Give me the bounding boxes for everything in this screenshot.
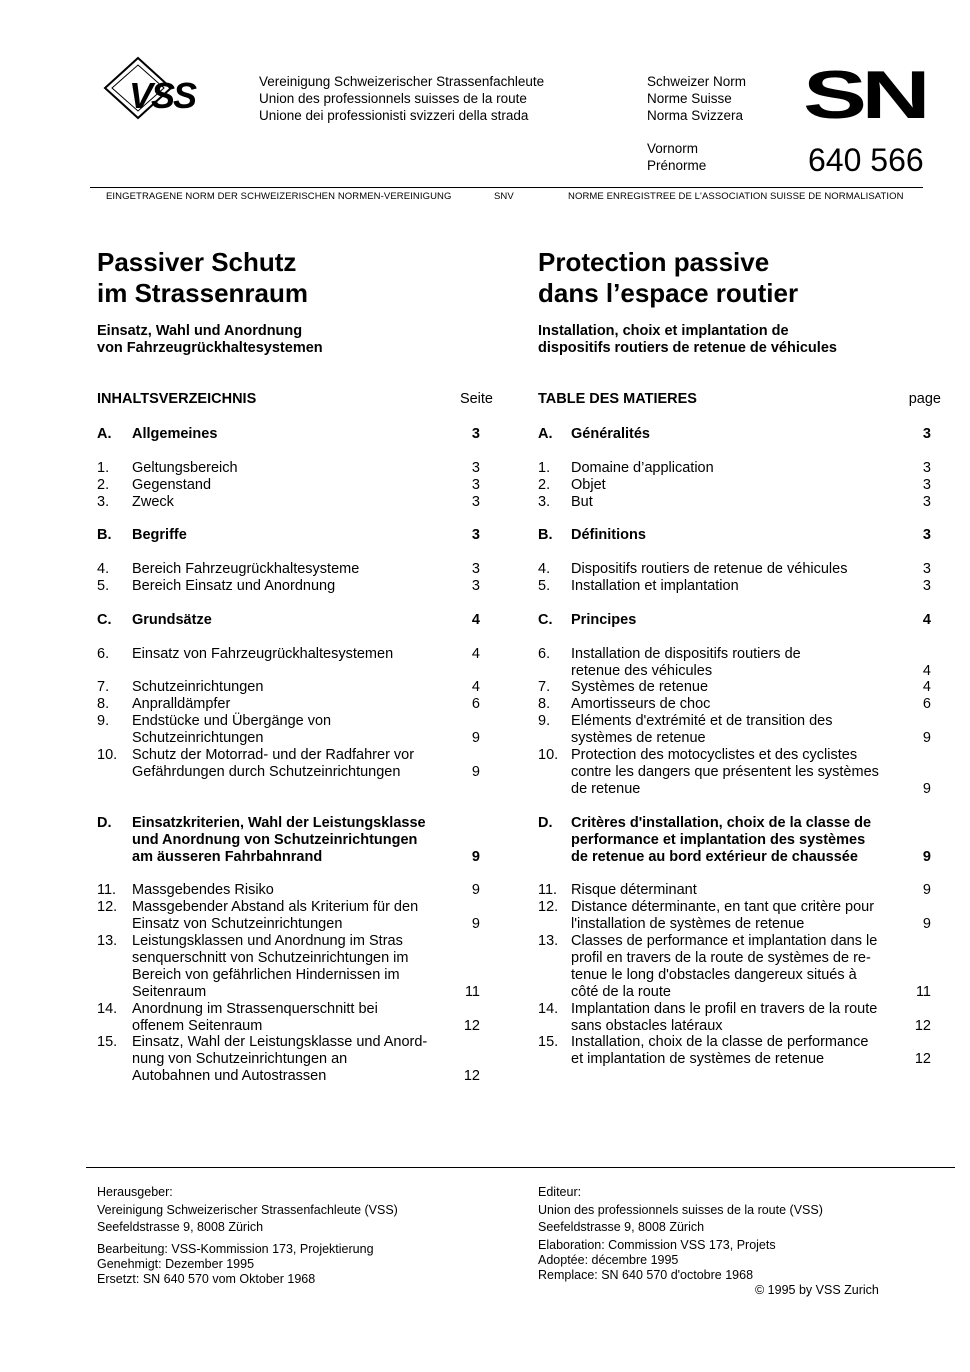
toc-text: Installation de dispositifs routiers de retenue des véhicules <box>571 646 801 679</box>
footer-fr-address: Seefeldstrasse 9, 8008 Zürich <box>538 1220 705 1234</box>
toc-text: Protection des motocyclistes et des cyclistes contre les dangers que présentent les systèmes de retenue <box>571 747 879 797</box>
toc-page-number: 9 <box>922 730 931 746</box>
toc-number: 3. <box>538 494 551 510</box>
toc-number: C. <box>538 612 553 628</box>
toc-text: Objet <box>571 477 606 493</box>
footer-de-replaces: Ersetzt: SN 640 570 vom Oktober 1968 <box>97 1272 316 1286</box>
footer-fr <box>538 1184 823 1284</box>
registered-fr: NORME ENREGISTREE DE L'ASSOCIATION SUISSE DE NORMALISATION <box>568 191 904 202</box>
toc-text: Bereich Einsatz und Anordnung <box>132 578 336 594</box>
toc-text: Leistungsklassen und Anordnung im Stras senquerschnitt von Schutzeinrichtungen im Bereich von gefährlichen Hindernissen im Seitenraum <box>132 933 409 1000</box>
toc-text: Dispositifs routiers de retenue de véhicules <box>571 561 848 577</box>
footer-de-publisher-label: Herausgeber: <box>97 1185 173 1199</box>
toc-page-number: 3 <box>471 426 480 442</box>
toc-text: Einsatz von Fahrzeugrückhaltesystemen <box>132 646 394 662</box>
toc-text: Définitions <box>571 527 646 543</box>
toc-text: Généralités <box>571 426 650 442</box>
toc-text: Gegenstand <box>132 477 212 493</box>
toc-text: Domaine d’application <box>571 460 714 476</box>
toc-text: Systèmes de retenue <box>571 679 709 695</box>
toc-page-number: 9 <box>471 916 480 932</box>
toc-number: 13. <box>538 933 559 949</box>
toc-number: D. <box>97 815 112 831</box>
toc-page-number: 4 <box>471 612 480 628</box>
toc-text: Classes de performance et implantation dans le profil en travers de la route de systèmes de re- tenue le long d'obstacles dangereux situés à côté de la route <box>571 933 878 1000</box>
toc-number: 14. <box>538 1001 559 1017</box>
toc-page-number: 3 <box>471 477 480 493</box>
vss-logo-text: VSS <box>129 75 196 116</box>
toc-text: Eléments d'extrémité et de transition des systèmes de retenue <box>571 713 833 746</box>
toc-page-number: 4 <box>471 679 480 695</box>
norm-de: Schweizer Norm <box>647 74 747 89</box>
sn-logo-text: SN <box>803 66 925 120</box>
toc-number: B. <box>97 527 112 543</box>
footer-fr-approved: Adoptée: décembre 1995 <box>538 1253 679 1267</box>
toc-page-label-de: Seite <box>459 391 493 407</box>
toc-number: 15. <box>538 1034 559 1050</box>
title-de-line1: Passiver Schutz <box>97 247 297 277</box>
toc-number: 1. <box>97 460 110 476</box>
toc-number: 9. <box>97 713 110 729</box>
toc-page-number: 9 <box>471 764 480 780</box>
toc-page-number: 4 <box>471 646 480 662</box>
toc-number: B. <box>538 527 553 543</box>
association-de: Vereinigung Schweizerischer Strassenfachleute <box>259 74 545 89</box>
toc-text: Einsatzkriterien, Wahl der Leistungsklasse und Anordnung von Schutzeinrichtungen am äusseren Fahrbahnrand <box>132 815 426 865</box>
toc-text: Zweck <box>132 494 174 510</box>
association-fr: Union des professionnels suisses de la route <box>259 91 527 106</box>
toc-page-number: 12 <box>914 1018 931 1034</box>
toc-number: 1. <box>538 460 551 476</box>
toc-page-number: 3 <box>471 561 480 577</box>
toc-page-number: 3 <box>922 460 931 476</box>
association-it: Unione dei professionisti svizzeri della strada <box>259 108 529 123</box>
toc-number: 5. <box>538 578 551 594</box>
toc-text: Grundsätze <box>132 612 212 628</box>
toc-text: Geltungsbereich <box>132 460 238 476</box>
toc-text: Anpralldämpfer <box>132 696 231 712</box>
toc-page-number: 4 <box>922 663 931 679</box>
toc-number: 11. <box>538 882 558 898</box>
subtitle-de-line2: von Fahrzeugrückhaltesystemen <box>97 340 323 356</box>
toc-text: Endstücke und Übergänge von Schutzeinrichtungen <box>132 713 332 746</box>
title-fr-line2: dans l’espace routier <box>538 278 799 308</box>
footer-fr-publisher-label: Editeur: <box>538 1185 582 1199</box>
toc-text: Distance déterminante, en tant que critère pour l'installation de systèmes de retenue <box>571 899 875 932</box>
footer-de <box>97 1184 398 1288</box>
toc-page-number: 6 <box>922 696 931 712</box>
toc-page-number: 3 <box>922 494 931 510</box>
snv-label: SNV <box>494 191 514 202</box>
toc-number: 7. <box>538 679 551 695</box>
toc-page-number: 3 <box>471 527 480 543</box>
toc-page-number: 9 <box>922 781 931 797</box>
toc-page-number: 9 <box>922 882 931 898</box>
toc-page-number: 9 <box>471 849 480 865</box>
toc-page-number: 6 <box>471 696 480 712</box>
toc-heading-fr: TABLE DES MATIERES <box>538 391 697 407</box>
toc-number: 5. <box>97 578 110 594</box>
toc-page-number: 11 <box>915 984 931 1000</box>
toc-page-number: 3 <box>922 578 931 594</box>
toc-list-de <box>97 0 497 1100</box>
toc-number: 4. <box>538 561 551 577</box>
toc-page-number: 12 <box>914 1051 931 1067</box>
toc-number: 11. <box>97 882 117 898</box>
toc-number: 3. <box>97 494 110 510</box>
toc-page-number: 4 <box>922 612 931 628</box>
toc-number: 13. <box>97 933 118 949</box>
toc-text: Critères d'installation, choix de la classe de performance et implantation des systèmes de retenue au bord extérieur de chaussée <box>571 815 872 865</box>
toc-page-number: 9 <box>471 730 480 746</box>
toc-number: D. <box>538 815 553 831</box>
toc-page-number: 9 <box>471 882 480 898</box>
toc-list-fr <box>538 0 938 1100</box>
footer-fr-editing: Elaboration: Commission VSS 173, Projets <box>538 1238 776 1252</box>
toc-page-number: 3 <box>471 578 480 594</box>
status-fr: Prénorme <box>647 158 707 173</box>
toc-number: 8. <box>97 696 110 712</box>
toc-page-number: 9 <box>922 849 931 865</box>
copyright: © 1995 by VSS Zurich <box>755 1283 879 1297</box>
toc-page-number: 11 <box>464 984 480 1000</box>
footer-de-approved: Genehmigt: Dezember 1995 <box>97 1257 255 1271</box>
subtitle-de-line1: Einsatz, Wahl und Anordnung <box>97 323 303 339</box>
toc-text: Massgebender Abstand als Kriterium für den Einsatz von Schutzeinrichtungen <box>132 899 419 932</box>
toc-number: 2. <box>97 477 110 493</box>
toc-text: Anordnung im Strassenquerschnitt bei offenem Seitenraum <box>132 1001 378 1034</box>
toc-number: A. <box>538 426 553 442</box>
subtitle-fr-line2: dispositifs routiers de retenue de véhicules <box>538 340 837 356</box>
toc-text: Bereich Fahrzeugrückhaltesysteme <box>132 561 360 577</box>
toc-text: Allgemeines <box>132 426 218 442</box>
toc-page-number: 3 <box>922 561 931 577</box>
toc-number: 12. <box>538 899 559 915</box>
toc-number: 10. <box>538 747 559 763</box>
toc-number: 15. <box>97 1034 118 1050</box>
footer-de-address: Seefeldstrasse 9, 8008 Zürich <box>97 1220 264 1234</box>
toc-text: Installation, choix de la classe de performance et implantation de systèmes de retenue <box>571 1034 869 1067</box>
toc-page-number: 3 <box>471 460 480 476</box>
footer-rule <box>86 1167 955 1168</box>
toc-text: But <box>571 494 593 510</box>
title-de-line2: im Strassenraum <box>97 278 308 308</box>
norm-it: Norma Svizzera <box>647 108 744 123</box>
subtitle-fr-line1: Installation, choix et implantation de <box>538 323 789 339</box>
toc-text: Principes <box>571 612 637 628</box>
toc-heading-de: INHALTSVERZEICHNIS <box>97 391 257 407</box>
registered-de: EINGETRAGENE NORM DER SCHWEIZERISCHEN NORMEN-VEREINIGUNG <box>106 191 452 202</box>
toc-number: 6. <box>97 646 110 662</box>
footer-fr-publisher-name: Union des professionnels suisses de la route (VSS) <box>538 1203 823 1217</box>
toc-page-number: 12 <box>463 1068 480 1084</box>
footer-de-publisher-name: Vereinigung Schweizerischer Strassenfachleute (VSS) <box>97 1203 398 1217</box>
toc-page-number: 3 <box>922 426 931 442</box>
toc-text: Implantation dans le profil en travers de la route sans obstacles latéraux <box>571 1001 878 1034</box>
toc-page-number: 4 <box>922 679 931 695</box>
status-de: Vornorm <box>647 141 699 156</box>
toc-number: 6. <box>538 646 551 662</box>
toc-number: 12. <box>97 899 118 915</box>
footer-fr-replaces: Remplace: SN 640 570 d'octobre 1968 <box>538 1268 754 1282</box>
toc-text: Begriffe <box>132 527 187 543</box>
footer-de-editing: Bearbeitung: VSS-Kommission 173, Projektierung <box>97 1242 374 1256</box>
toc-number: 10. <box>97 747 118 763</box>
toc-number: 4. <box>97 561 110 577</box>
toc-text: Schutz der Motorrad- und der Radfahrer vor Gefährdungen durch Schutzeinrichtungen <box>132 747 415 780</box>
toc-page-number: 3 <box>922 527 931 543</box>
norm-number: 640 566 <box>808 142 924 178</box>
toc-text: Schutzeinrichtungen <box>132 679 264 695</box>
toc-text: Massgebendes Risiko <box>132 882 274 898</box>
toc-text: Amortisseurs de choc <box>571 696 711 712</box>
toc-number: A. <box>97 426 112 442</box>
toc-number: C. <box>97 612 112 628</box>
toc-number: 9. <box>538 713 551 729</box>
toc-number: 8. <box>538 696 551 712</box>
toc-number: 7. <box>97 679 110 695</box>
toc-text: Einsatz, Wahl der Leistungsklasse und Anord- nung von Schutzeinrichtungen an Autobahnen und Autostrassen <box>132 1034 428 1084</box>
title-fr-line1: Protection passive <box>538 247 770 277</box>
toc-text: Risque déterminant <box>571 882 697 898</box>
toc-page-number: 12 <box>463 1018 480 1034</box>
norm-fr: Norme Suisse <box>647 91 732 106</box>
toc-page-number: 3 <box>922 477 931 493</box>
toc-number: 14. <box>97 1001 118 1017</box>
toc-text: Installation et implantation <box>571 578 739 594</box>
toc-number: 2. <box>538 477 551 493</box>
toc-page-number: 3 <box>471 494 480 510</box>
toc-page-number: 9 <box>922 916 931 932</box>
toc-page-label-fr: page <box>908 391 941 407</box>
